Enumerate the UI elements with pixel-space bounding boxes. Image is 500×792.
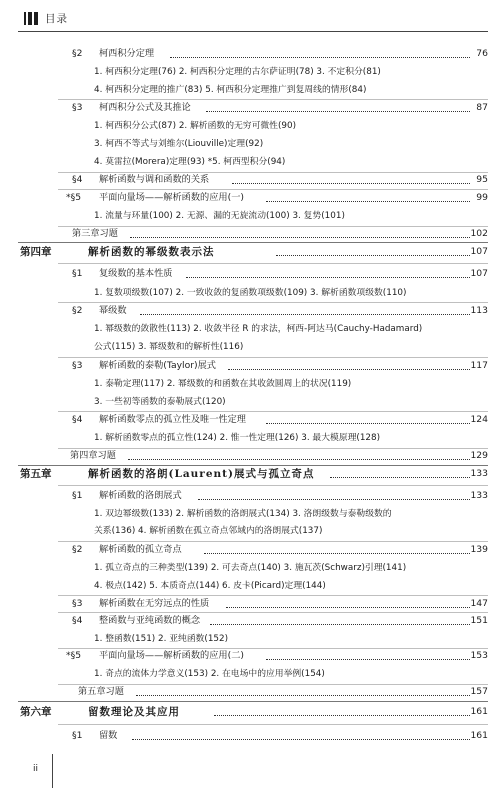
header-bar-mark [34,12,38,25]
header-bar-mark [24,12,26,25]
entry-divider [58,724,488,725]
dot-leader [206,110,470,112]
toc-entry-section [0,46,500,62]
toc-entry-section [0,596,500,612]
page-number: 161 [470,730,488,741]
page-number: 102 [470,228,488,239]
header-title: 目录 [45,12,68,25]
subsection-line: 3. 柯西不等式与刘维尔(Liouville)定理(92) [94,139,264,149]
dot-leader [214,714,470,716]
section-heading: *§5 平面向量场——解析函数的应用(一) [66,192,244,203]
section-heading: §4 解析函数零点的孤立性及唯一性定理 [72,414,246,425]
dot-leader [266,658,470,660]
toc-entry-section [0,100,500,116]
page-number: 95 [476,174,488,185]
dot-leader [330,476,470,478]
toc-entry-section [0,412,500,428]
subsection-line: 1. 复数项级数(107) 2. 一致收敛的复函数项级数(109) 3. 解析函数项级数(110) [94,288,407,298]
section-heading: §1 留数 [72,730,118,741]
dot-leader [140,313,470,315]
toc-entry-exercises [0,684,500,700]
subsection-line: 公式(115) 3. 幂级数和的解析性(116) [94,342,244,352]
chapter-number: 第五章 [20,468,52,480]
subsection-line: 1. 奇点的流体力学意义(153) 2. 在电场中的应用举例(154) [94,669,325,679]
dot-leader [266,200,470,202]
section-heading: §2 柯西积分定理 [72,48,155,59]
dot-leader [204,552,470,554]
dot-leader [170,56,470,58]
footer-rule [52,754,53,788]
page-number: 107 [470,268,488,279]
exercises-title: 第四章习题 [70,450,116,461]
page-number: 124 [470,414,488,425]
subsection-line: 3. 一些初等函数的泰勒展式(120) [94,397,226,407]
entry-divider [58,263,488,264]
subsection-line: 4. 极点(142) 5. 本质奇点(144) 6. 皮卡(Picard)定理(144) [94,581,326,591]
subsection-line: 4. 柯西积分定理的推广(83) 5. 柯西积分定理推广到复周线的情形(84) [94,85,367,95]
page-number: 129 [470,450,488,461]
toc-entry-section [0,303,500,319]
page-number: 113 [470,305,488,316]
page-number: 153 [470,650,488,661]
toc-entry-section [0,648,500,664]
subsection-line: 1. 柯西积分定理(76) 2. 柯西积分定理的古尔萨证明(78) 3. 不定积分(81) [94,67,381,77]
header-rule [18,31,488,32]
dot-leader [266,422,470,424]
section-heading: §4 解析函数与调和函数的关系 [72,174,210,185]
chapter-number: 第六章 [20,706,52,718]
subsection-line: 1. 泰勒定理(117) 2. 幂级数的和函数在其收敛圆周上的状况(119) [94,379,352,389]
section-heading: §4 整函数与亚纯函数的概念 [72,615,201,626]
dot-leader [226,606,470,608]
exercises-title: 第五章习题 [78,686,124,697]
toc-entry-section [0,172,500,188]
subsection-line: 1. 双边幂级数(133) 2. 解析函数的洛朗展式(134) 3. 洛朗级数与泰勒级数的 [94,509,392,519]
section-heading: §1 解析函数的洛朗展式 [72,490,182,501]
chapter-title: 留数理论及其应用 [88,706,180,718]
dot-leader [232,182,470,184]
subsection-line: 1. 柯西积分公式(87) 2. 解析函数的无穷可微性(90) [94,121,297,131]
subsection-line: 1. 流量与环量(100) 2. 无源、漏的无旋流动(100) 3. 复势(101) [94,211,345,221]
page-number: 87 [476,102,488,113]
page-number: 99 [476,192,488,203]
entry-divider [58,485,488,486]
page-number: 151 [470,615,488,626]
chapter-divider [18,242,488,243]
subsection-line: 1. 解析函数零点的孤立性(124) 2. 惟一性定理(126) 3. 最大模原理(128) [94,433,381,443]
dot-leader [130,236,470,238]
toc-entry-chapter [0,704,500,724]
running-header [24,8,68,28]
section-heading: §3 解析函数的泰勒(Taylor)展式 [72,360,216,371]
subsection-line: 关系(136) 4. 解析函数在孤立奇点邻域内的洛朗展式(137) [94,526,323,536]
section-heading: §3 解析函数在无穷远点的性质 [72,598,210,609]
dot-leader [186,276,470,278]
page-number: 76 [476,48,488,59]
toc-entry-section [0,488,500,504]
toc-entry-section [0,728,500,744]
dot-leader [198,498,470,500]
section-heading: §1 复级数的基本性质 [72,268,173,279]
section-heading: §3 柯西积分公式及其推论 [72,102,191,113]
section-heading: §2 解析函数的孤立奇点 [72,544,182,555]
page-number: 107 [470,246,488,257]
section-heading: *§5 平面向量场——解析函数的应用(二) [66,650,244,661]
page-number: 161 [470,706,488,717]
dot-leader [210,623,470,625]
section-heading: §2 幂级数 [72,305,127,316]
page-number: 139 [470,544,488,555]
subsection-line: 1. 孤立奇点的三种类型(139) 2. 可去奇点(140) 3. 施瓦茨(Schwarz)引理(141) [94,563,407,573]
chapter-title: 解析函数的幂级数表示法 [88,246,215,258]
dot-leader [132,738,470,740]
dot-leader [128,458,470,460]
dot-leader [228,368,470,370]
footer-page-number: ii [33,764,39,774]
subsection-line: 1. 整函数(151) 2. 亚纯函数(152) [94,634,229,644]
toc-entry-section [0,613,500,629]
dot-leader [136,694,470,696]
chapter-number: 第四章 [20,246,52,258]
page-number: 157 [470,686,488,697]
exercises-title: 第三章习题 [72,228,118,239]
chapter-title: 解析函数的洛朗(Laurent)展式与孤立奇点 [88,468,315,480]
page-number: 117 [470,360,488,371]
page-number: 133 [470,468,488,479]
page-number: 147 [470,598,488,609]
toc-entry-exercises [0,448,500,464]
page-number: 133 [470,490,488,501]
header-bar-mark [28,12,32,25]
toc-entry-section [0,190,500,206]
toc-entry-section [0,542,500,558]
toc-entry-section [0,266,500,282]
toc-entry-section [0,358,500,374]
toc-entry-chapter [0,244,500,264]
subsection-line: 4. 莫雷拉(Morera)定理(93) *5. 柯西型积分(94) [94,157,286,167]
dot-leader [276,254,470,256]
toc-entry-chapter [0,466,500,486]
subsection-line: 1. 幂级数的敛散性(113) 2. 收敛半径 R 的求法，柯西-阿达马(Cauchy-Hadamard) [94,324,423,334]
toc-entry-exercises [0,226,500,242]
chapter-divider [18,701,488,702]
